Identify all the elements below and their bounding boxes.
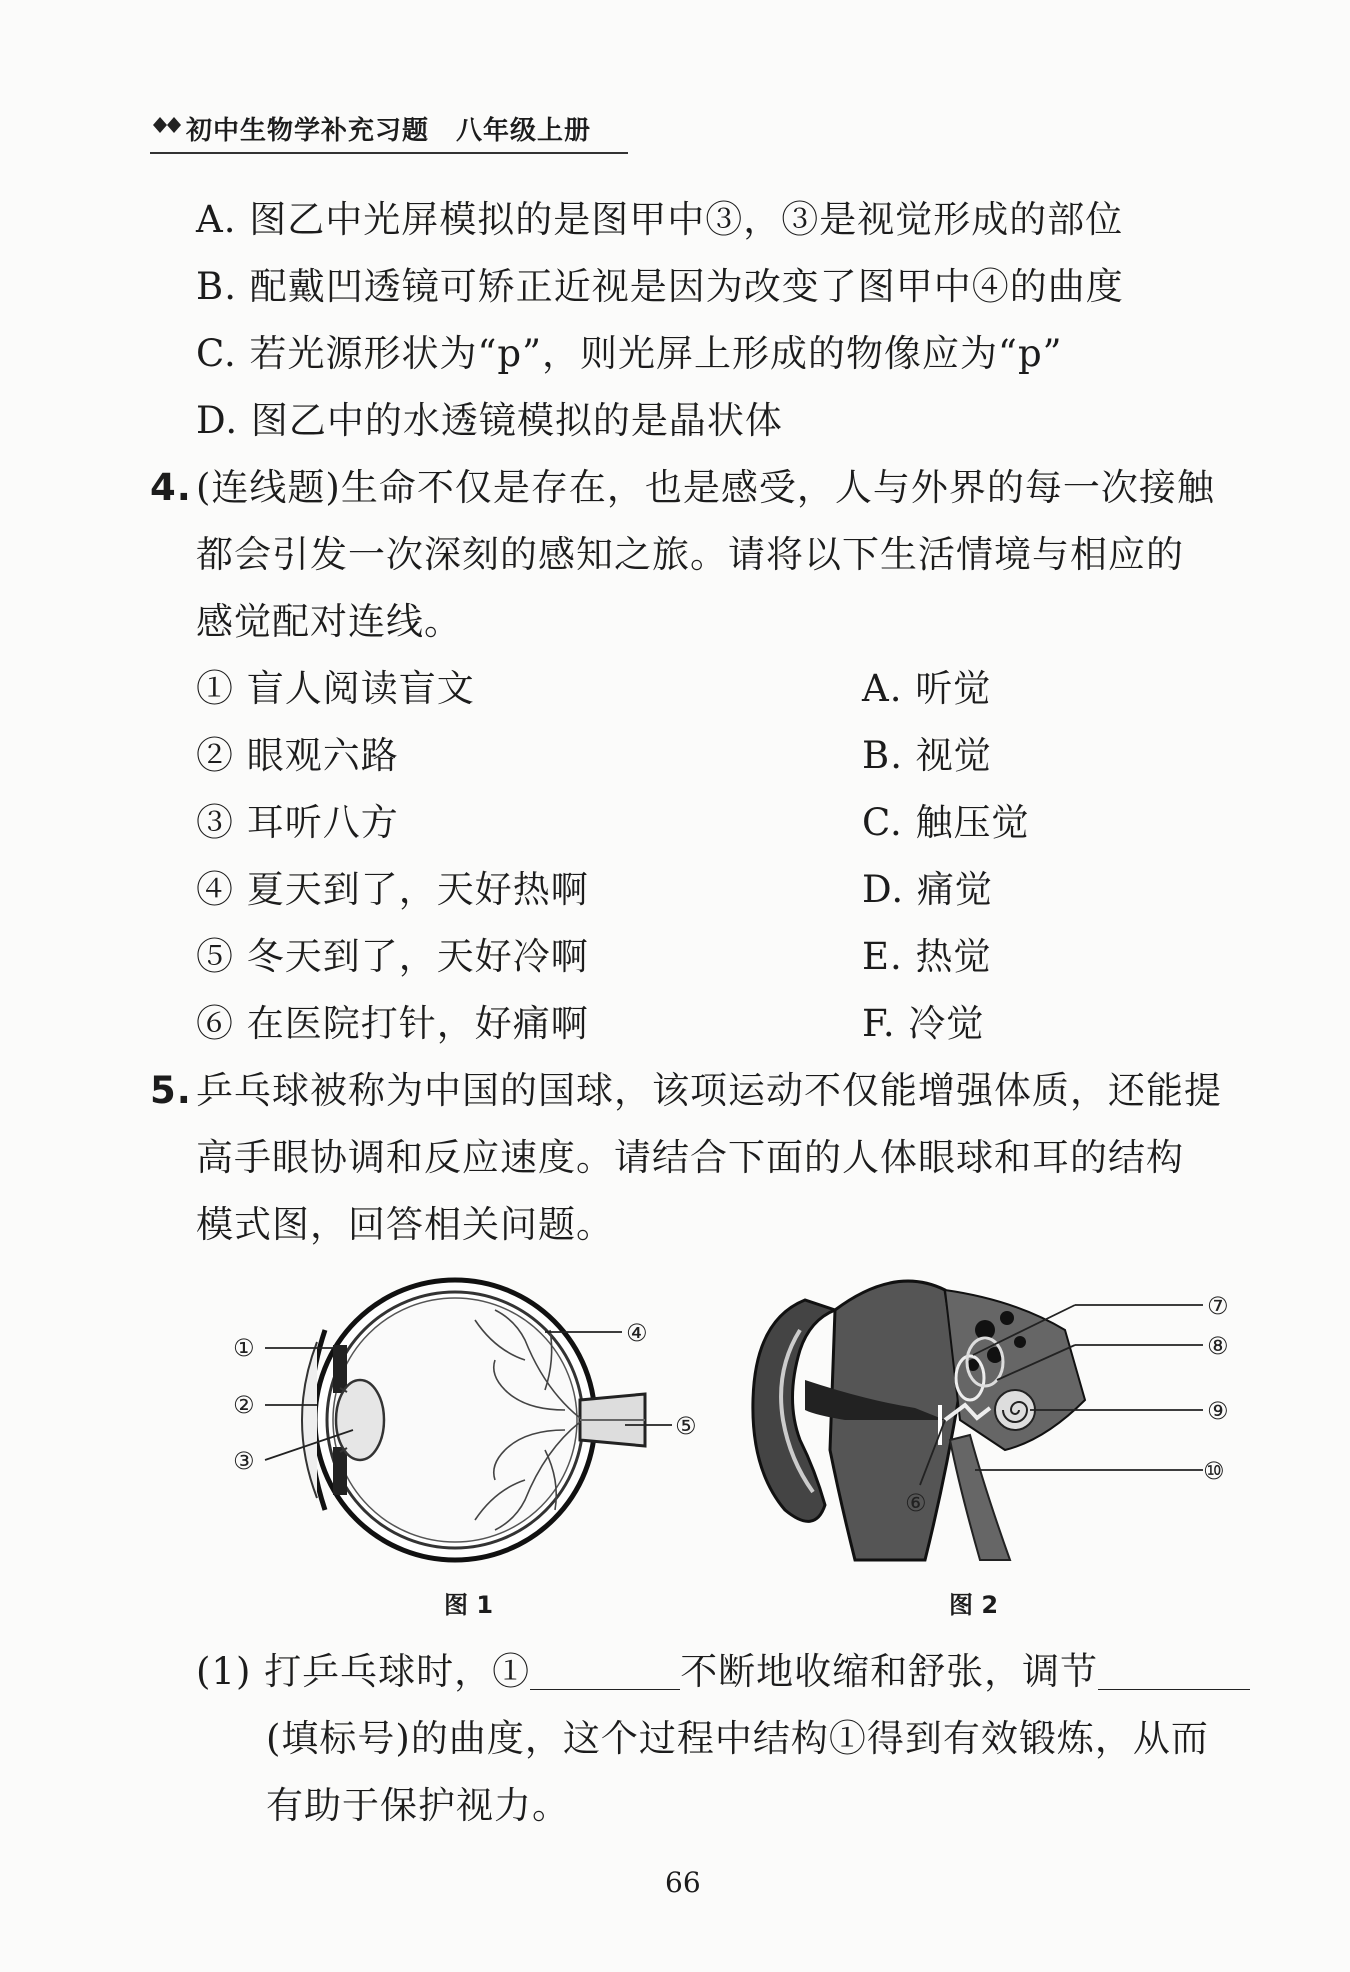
fig1-label-1: ①: [233, 1334, 255, 1362]
q4-right-item-e: E. 热觉: [862, 935, 992, 978]
q3-option-c: C. 若光源形状为“p”，则光屏上形成的物像应为“p”: [196, 332, 1063, 375]
q4-right-item-a: A. 听觉: [862, 667, 992, 710]
fig1-caption: 图 1: [444, 1591, 494, 1619]
q3-option-b: B. 配戴凹透镜可矫正近视是因为改变了图甲中④的曲度: [196, 265, 1124, 308]
q4-number: 4.: [150, 466, 192, 509]
q4-text-line3: 感觉配对连线。: [196, 600, 462, 643]
q5-text-line2: 高手眼协调和反应速度。请结合下面的人体眼球和耳的结构: [196, 1136, 1184, 1179]
q5-number: 5.: [150, 1069, 192, 1112]
q4-left-item-1: ① 盲人阅读盲文: [196, 667, 475, 710]
q4-text-line2: 都会引发一次深刻的感知之旅。请将以下生活情境与相应的: [196, 533, 1184, 576]
fig1-label-3: ③: [233, 1447, 255, 1475]
eyeball-shape: [302, 1280, 645, 1560]
answer-blank-2[interactable]: [1098, 1655, 1250, 1690]
fig2-label-9: ⑨: [1207, 1397, 1229, 1425]
q4-left-item-6: ⑥ 在医院打针，好痛啊: [196, 1002, 589, 1045]
fig2-label-7: ⑦: [1207, 1292, 1229, 1320]
sub1-text-a: 打乒乓球时，①: [264, 1650, 531, 1693]
sub1-line1: [196, 1648, 1250, 1696]
sub1-line3: 有助于保护视力。: [266, 1784, 570, 1827]
q4-left-item-2: ② 眼观六路: [196, 734, 399, 777]
ear-shape: [753, 1281, 1085, 1560]
header-title: 初中生物学补充习题 八年级上册: [186, 116, 592, 146]
sub1-line2: (填标号)的曲度，这个过程中结构①得到有效锻炼，从而: [266, 1717, 1209, 1760]
fig2-caption: 图 2: [949, 1591, 999, 1619]
ear-diagram: [745, 1270, 1229, 1570]
fig2-label-6: ⑥: [905, 1489, 927, 1517]
diamond-bullets-icon: [152, 116, 184, 134]
q3-option-d: D. 图乙中的水透镜模拟的是晶状体: [196, 399, 783, 442]
sub1-number: (1): [196, 1650, 252, 1693]
q4-right-item-d: D. 痛觉: [862, 868, 993, 911]
q4-text-line1: (连线题)生命不仅是存在，也是感受，人与外界的每一次接触: [196, 466, 1215, 509]
fig2-label-10: ⑩: [1203, 1457, 1225, 1485]
sub1-text-b: 不断地收缩和舒张，调节: [680, 1650, 1099, 1693]
answer-blank-1[interactable]: [530, 1655, 680, 1690]
fig1-label-4: ④: [626, 1319, 648, 1347]
q4-left-item-5: ⑤ 冬天到了，天好冷啊: [196, 935, 589, 978]
running-header: [150, 108, 628, 154]
q4-left-item-3: ③ 耳听八方: [196, 801, 399, 844]
fig1-label-5: ⑤: [675, 1412, 697, 1440]
q4-left-item-4: ④ 夏天到了，天好热啊: [196, 868, 589, 911]
fig1-label-2: ②: [233, 1391, 255, 1419]
q5-text-line3: 模式图，回答相关问题。: [196, 1203, 614, 1246]
page-number: 66: [665, 1866, 701, 1899]
q4-right-item-b: B. 视觉: [862, 734, 992, 777]
q3-option-a: A. 图乙中光屏模拟的是图甲中③，③是视觉形成的部位: [196, 198, 1124, 241]
q4-right-item-f: F. 冷觉: [862, 1002, 985, 1045]
fig2-label-8: ⑧: [1207, 1332, 1229, 1360]
q5-text-line1: 乒乓球被称为中国的国球，该项运动不仅能增强体质，还能提: [196, 1069, 1222, 1112]
eyeball-diagram: [225, 1270, 705, 1570]
q4-right-item-c: C. 触压觉: [862, 801, 1030, 844]
